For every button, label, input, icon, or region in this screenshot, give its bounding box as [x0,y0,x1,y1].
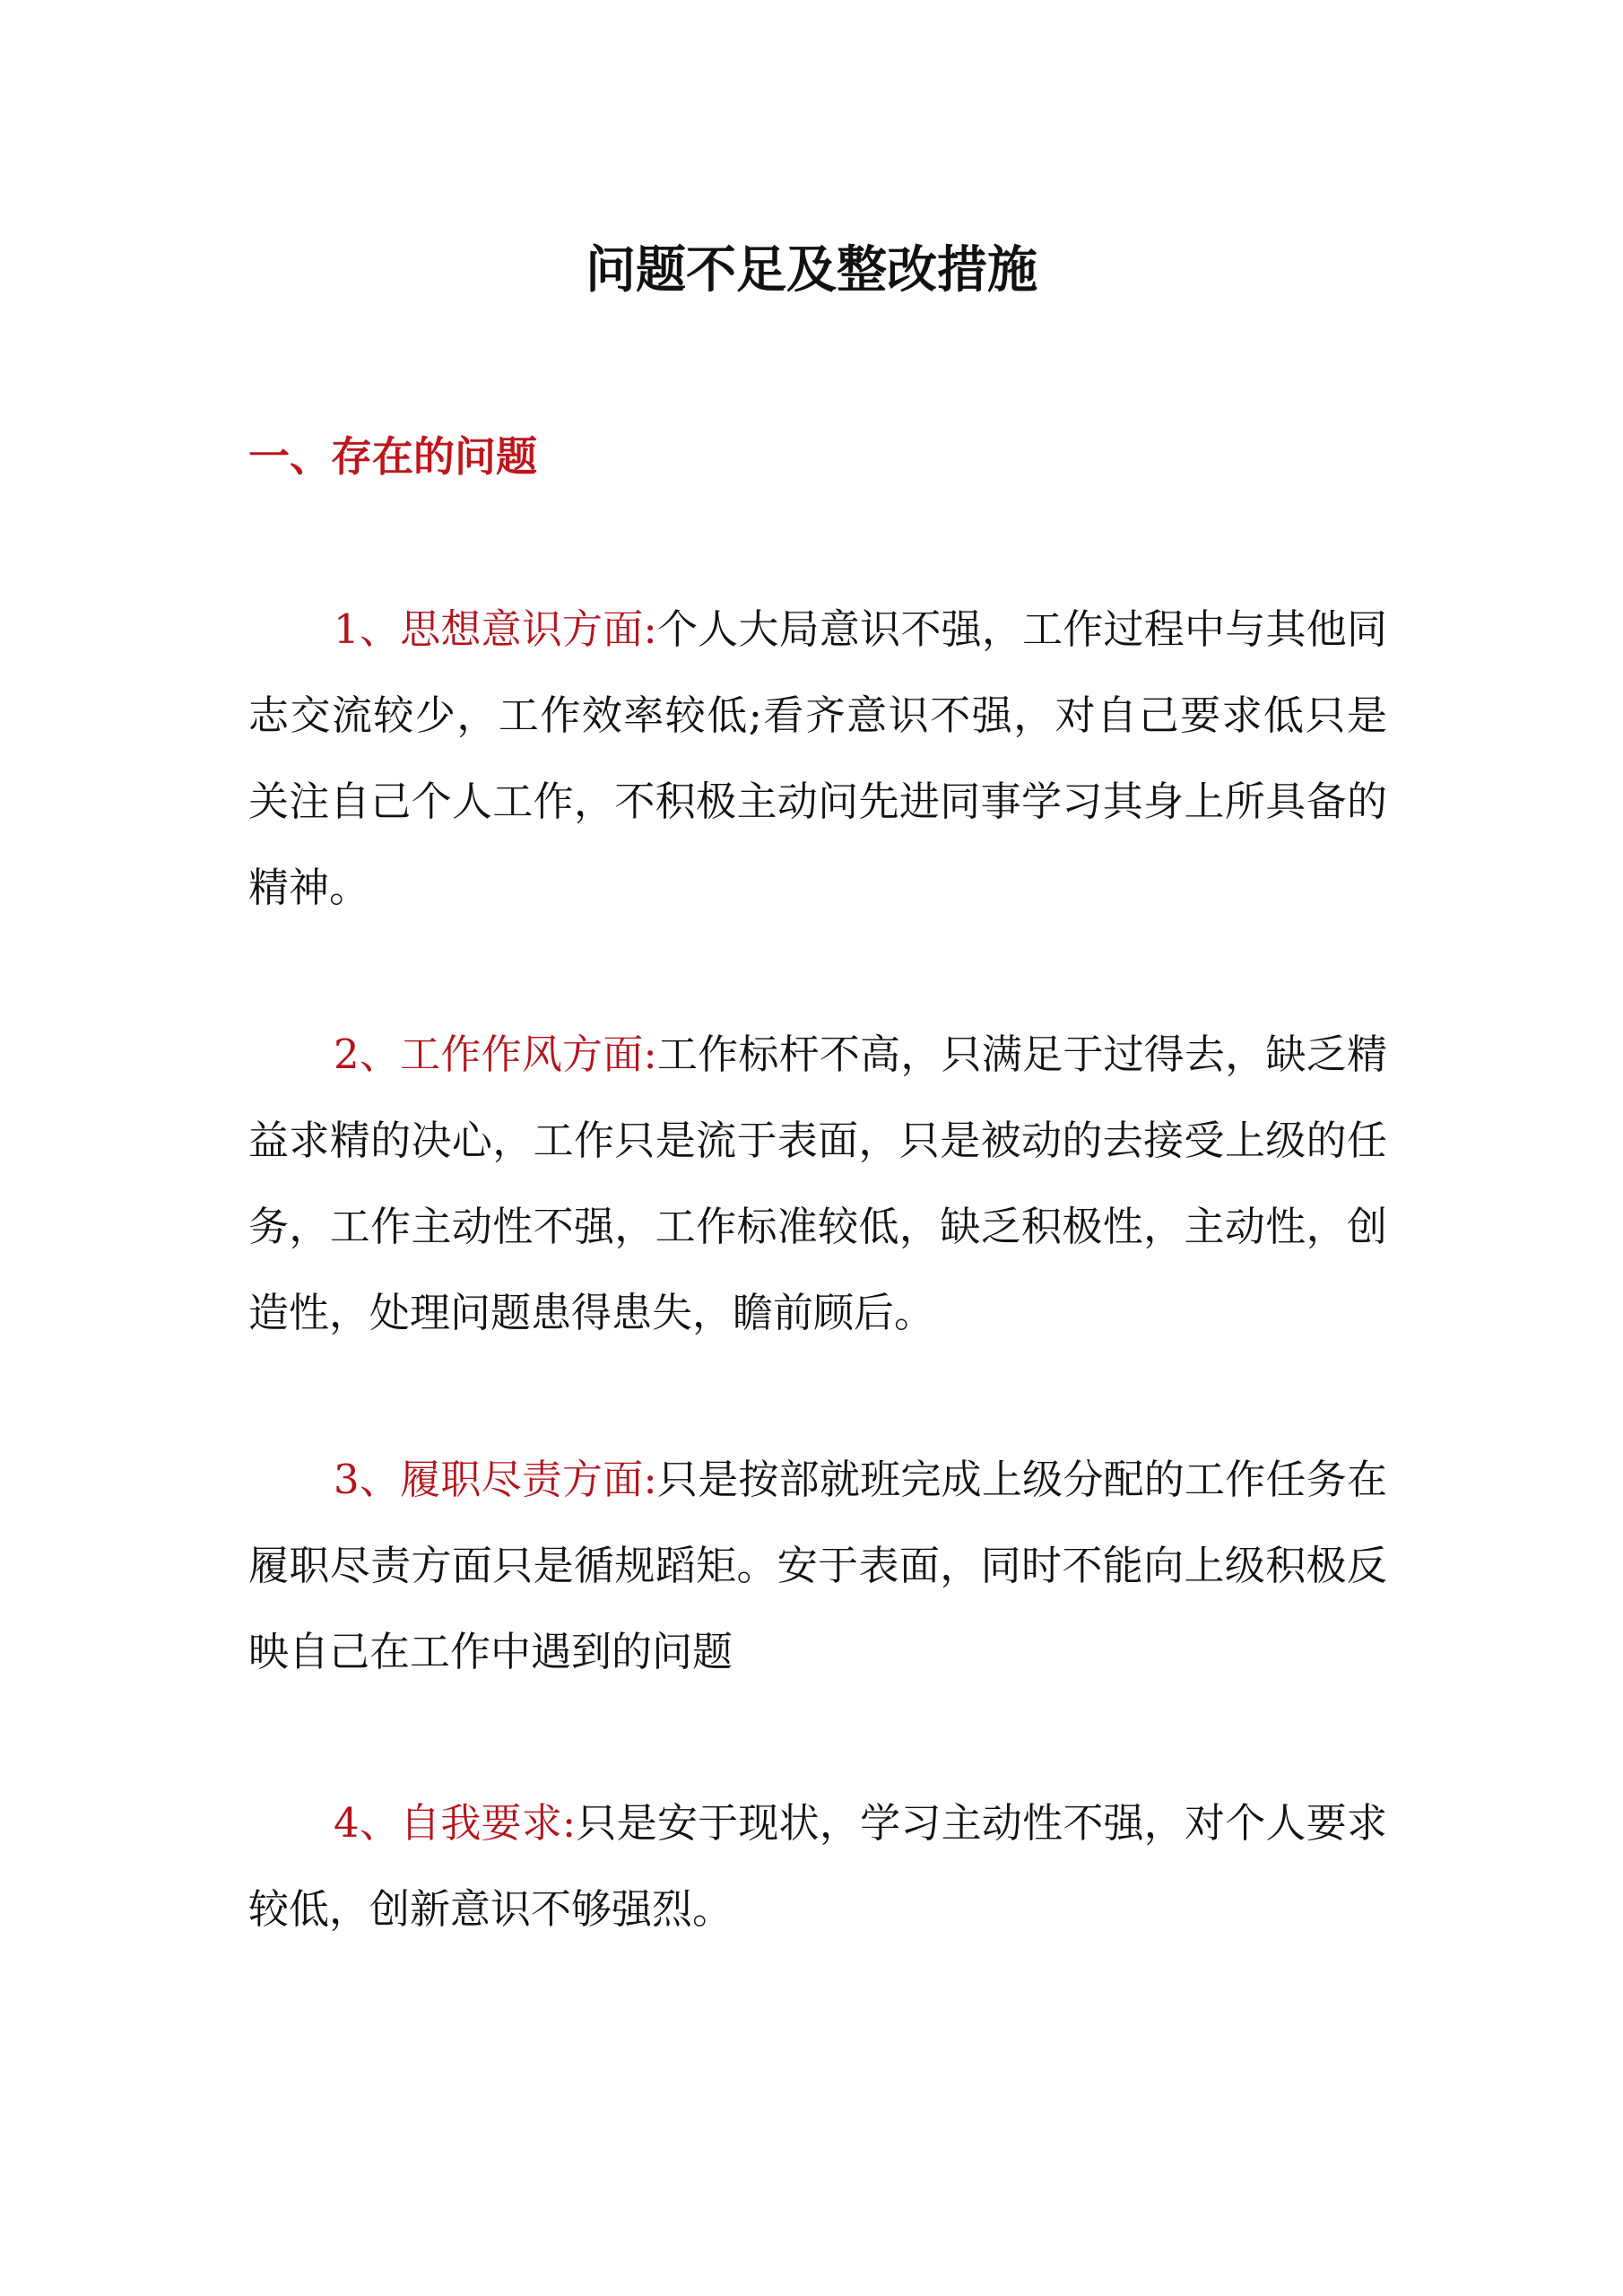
problem-item-label: 3、履职尽责方面: [334,1456,657,1503]
problem-item-label: 2、工作作风方面: [334,1031,657,1078]
problem-item-text: 个人大局意识不强，工作过程中与其他同志交流较少，工作效率较低;看齐意识不强，对自己要求低只是关注自己个人工作，不积极主动问先进同事学习其身上所具备的精神。 [248,605,1387,911]
problem-item-text: 只是按部就班完成上级分配的工作任务在履职尽责方面只是循规蹈矩。安于表面，同时不能向上级积极反映自己在工作中遇到的问题 [248,1456,1387,1675]
problem-item-text: 工作标杆不高，只满足于过得去，缺乏精益求精的决心，工作只是流于表面，只是被动的去接受上级的任务，工作主动性不强，工作标准较低，缺乏积极性，主动性，创造性，处理问题患得患失，瞻前顾后。 [248,1031,1387,1336]
problem-item-label: 1、思想意识方面: [334,605,657,653]
problem-item [248,1437,1387,1695]
problem-item [248,587,1387,931]
problem-item-text: 只是安于现状，学习主动性不强，对个人要求较低，创新意识不够强烈。 [248,1799,1387,1933]
problem-item [248,1012,1387,1356]
problem-item-label: 4、自我要求: [334,1799,577,1847]
page-title: 问题不足及整改措施 [586,241,1037,300]
problem-item [248,1780,1387,1952]
section-heading: 一、存在的问题 [248,432,537,481]
